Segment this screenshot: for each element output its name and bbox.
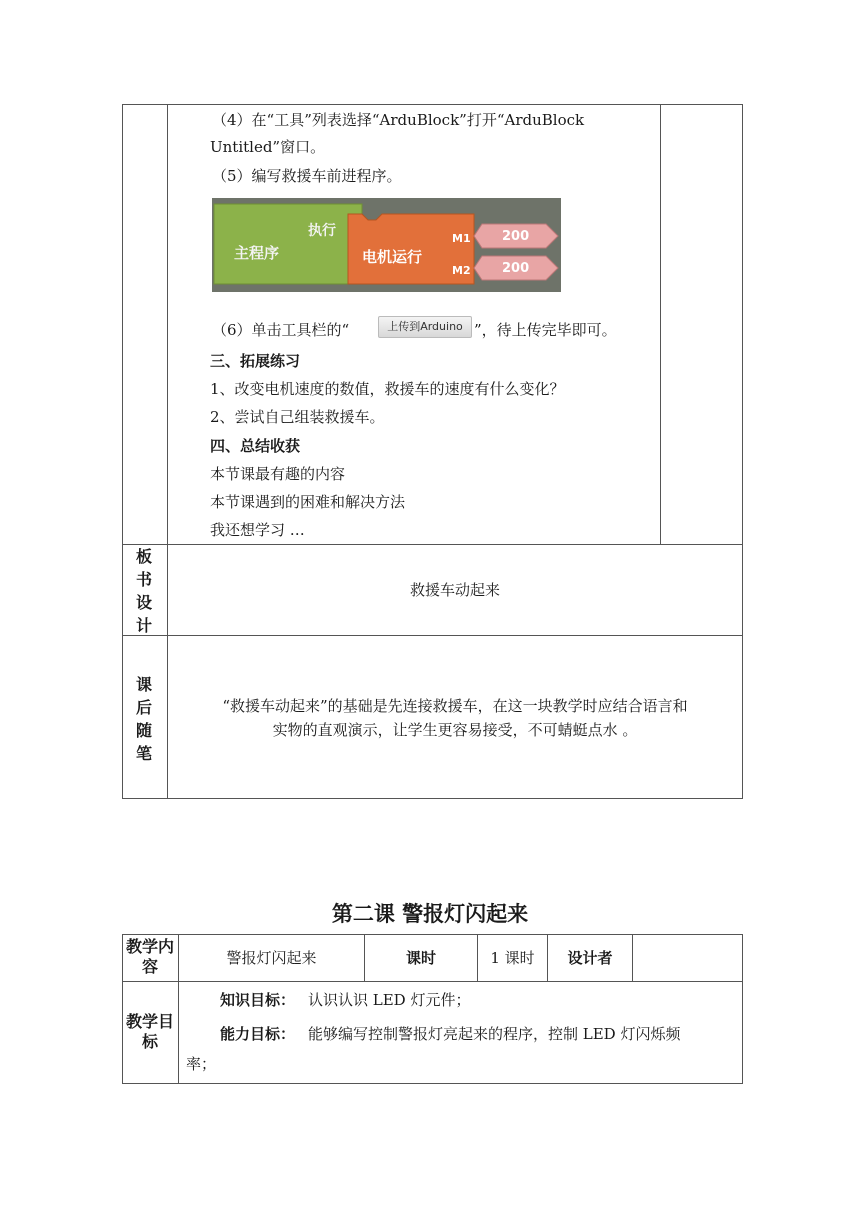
m2-label: M2 — [452, 264, 471, 277]
m2-value: 200 — [502, 261, 530, 276]
teaching-content-label: 教学内容 — [125, 937, 174, 976]
notes-label-char: 笔 — [135, 744, 152, 763]
board-label-char: 设 — [135, 593, 152, 612]
lesson2-title: 第二课 警报灯闪起来 — [331, 902, 529, 926]
notes-label-char: 后 — [135, 698, 152, 717]
board-label-char: 计 — [135, 616, 152, 635]
section4-title: 四、总结收获 — [210, 437, 301, 455]
upload-to-arduino-button: 上传到Arduino — [378, 316, 472, 338]
knowledge-goal-text: 认识认识 LED 灯元件； — [308, 991, 471, 1009]
m1-value: 200 — [502, 229, 530, 244]
notes-line-1: “救援车动起来”的基础是先连接救援车，在这一块教学时应结合语言和 — [222, 697, 688, 715]
step4-line2: Untitled”窗口。 — [210, 138, 326, 156]
board-design-content: 救援车动起来 — [409, 581, 500, 599]
ability-goal-text: 能够编写控制警报灯亮起来的程序，控制 LED 灯闪烁频 — [308, 1025, 681, 1043]
board-label-char: 书 — [135, 570, 152, 589]
notes-label-char: 随 — [135, 721, 152, 740]
motor-run-label: 电机运行 — [362, 248, 423, 266]
ability-goal-label: 能力目标： — [220, 1025, 296, 1043]
class-hours-value: 1 课时 — [490, 949, 535, 967]
exercise-1: 1、改变电机速度的数值，救援车的速度有什么变化？ — [210, 380, 565, 398]
exercise-2: 2、尝试自己组装救援车。 — [210, 408, 385, 426]
m1-label: M1 — [452, 232, 471, 245]
step4-line1: （4）在“工具”列表选择“ArduBlock”打开“ArduBlock — [212, 111, 585, 129]
ardublock-program-image — [212, 198, 561, 292]
class-hours-label: 课时 — [405, 949, 436, 967]
board-label-char: 板 — [135, 547, 152, 566]
summary-3: 我还想学习 … — [210, 521, 305, 539]
knowledge-goal-label: 知识目标： — [220, 991, 296, 1009]
summary-2: 本节课遇到的困难和解决方法 — [210, 493, 406, 511]
teaching-goals-label: 教学目标 — [125, 1012, 174, 1051]
designer-label: 设计者 — [567, 949, 613, 967]
execute-label: 执行 — [308, 223, 336, 239]
notes-line-2: 实物的直观演示，让学生更容易接受，不可蜻蜓点水 。 — [272, 721, 638, 739]
ability-goal-continuation: 率； — [186, 1055, 217, 1073]
section3-title: 三、拓展练习 — [210, 352, 301, 370]
summary-1: 本节课最有趣的内容 — [210, 465, 346, 483]
teaching-content-value: 警报灯闪起来 — [226, 949, 317, 967]
main-program-label: 主程序 — [234, 244, 280, 262]
step6-prefix: （6）单击工具栏的“ — [212, 321, 350, 339]
step5: （5）编写救援车前进程序。 — [212, 167, 402, 185]
notes-label-char: 课 — [135, 675, 152, 694]
step6-suffix: ”，待上传完毕即可。 — [474, 321, 617, 339]
